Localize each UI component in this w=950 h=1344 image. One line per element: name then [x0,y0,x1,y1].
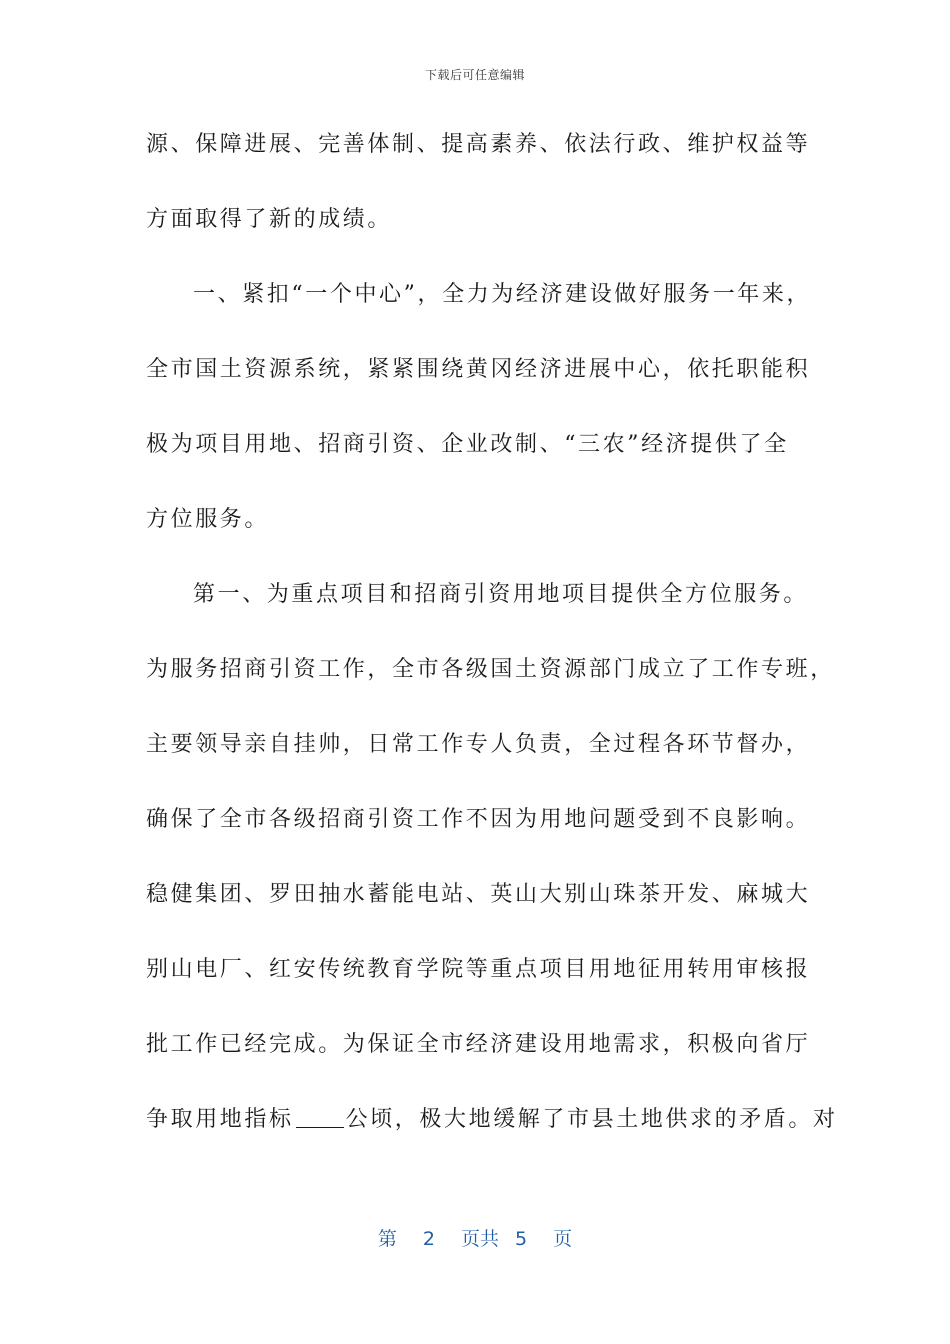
paragraph-line: 方位服务。 [146,507,270,532]
fill-in-blank [296,1107,344,1128]
paragraph-line: 方面取得了新的成绩。 [146,207,393,232]
paragraph-line: 全市国土资源系统，紧紧围绕黄冈经济进展中心，依托职能积 [146,357,811,382]
header-note: 下载后可任意编辑 [424,68,525,82]
line-text-before-blank: 争取用地指标 [146,1107,294,1132]
footer-page-word: 第 [377,1228,397,1250]
footer-page-number: 2 [422,1228,435,1250]
paragraph-line [146,1105,838,1135]
paragraph-line: 主要领导亲自挂帅，日常工作专人负责，全过程各环节督办， [146,732,811,757]
footer-page-end: 页 [553,1228,573,1250]
paragraph-line: 为服务招商引资工作，全市各级国土资源部门成立了工作专班， [146,657,835,682]
page-footer [0,1224,950,1251]
subsection-heading-line: 第一、为重点项目和招商引资用地项目提供全方位服务。 [193,582,809,607]
footer-page-mid: 页共 [460,1228,499,1250]
footer-page-total: 5 [515,1228,528,1250]
paragraph-line: 极为项目用地、招商引资、企业改制、“三农”经济提供了全 [146,432,789,457]
section-heading-line: 一、紧扣“一个中心”，全力为经济建设做好服务一年来， [193,282,812,307]
paragraph-line: 稳健集团、罗田抽水蓄能电站、英山大别山珠茶开发、麻城大 [146,882,811,907]
paragraph-line: 源、保障进展、完善体制、提高素养、依法行政、维护权益等 [146,132,811,157]
paragraph-line: 批工作已经完成。为保证全市经济建设用地需求，积极向省厅 [146,1032,811,1057]
line-text-after-blank: 公顷，极大地缓解了市县土地供求的矛盾。对 [345,1107,838,1132]
paragraph-line: 别山电厂、红安传统教育学院等重点项目用地征用转用审核报 [146,957,811,982]
paragraph-line: 确保了全市各级招商引资工作不因为用地问题受到不良影响。 [146,807,811,832]
